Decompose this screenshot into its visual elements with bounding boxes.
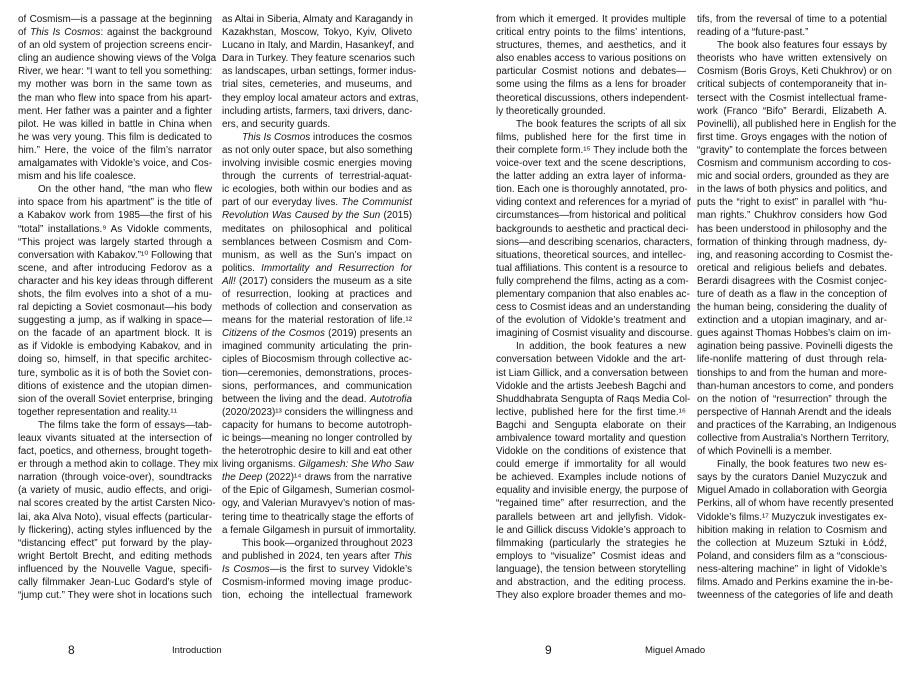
- text-line: tion. Each one is thoroughly annotated, pro-: [496, 184, 688, 196]
- page-number: 9: [545, 643, 552, 657]
- text-line: “gravity” to contemplate the forces between: [697, 144, 887, 156]
- text-line: work (Franco “Bifo” Berardi, Elizabeth A.: [697, 105, 887, 117]
- text-line: Vidokle on the conditions of existence that: [496, 446, 686, 458]
- text-line: influenced by the Nouvelle Vague, specifi-: [18, 563, 212, 575]
- text-line: and abstraction, and the editing process.: [496, 577, 686, 589]
- text-line: Perkins, all of whom have recently presented: [697, 498, 894, 510]
- text-line: as not only outer space, but also something: [222, 144, 413, 156]
- text-line: into space from his apartment” is the title of: [18, 197, 212, 209]
- text-line: Cosmism (Boris Groys, Keti Chukhrov) or on: [697, 66, 892, 78]
- text-line: on the notion of “resurrection” through the: [697, 393, 887, 405]
- text-line: critical entry points to the films’ intentions,: [496, 27, 686, 39]
- text-line: Vidokle’s films.¹⁷ Muzyczuk investigates ex-: [697, 511, 887, 523]
- text-line: means for the material restoration of life.¹²: [222, 315, 412, 327]
- text-line: circumstances—from historical and political: [496, 210, 686, 222]
- text-line: from which it emerged. It provides multiple: [496, 14, 686, 25]
- text-line: Dara in Turkey. They feature scenarios such: [222, 53, 415, 65]
- text-line: equality and invisible energy, the purpose of: [496, 485, 688, 497]
- text-column: [496, 13, 693, 602]
- text-line: as Altai in Siberia, Almaty and Karagandy in: [222, 14, 414, 25]
- text-line: River, we hear: “I want to tell you something:: [18, 66, 213, 78]
- text-line: mism and his life coalesce.: [18, 171, 136, 183]
- text-line: of the evolution of Vidokle’s treatment and: [496, 315, 686, 327]
- text-line: imagining of Cosmist visuality and discourse.: [496, 328, 693, 340]
- text-line: tering time to theatrically stage the efforts of: [222, 511, 414, 523]
- text-line: of which Povinelli is a member.: [697, 446, 833, 458]
- text-line: my mother was born in the same town as: [18, 79, 212, 91]
- text-line: of resurrection, looking at practices and: [222, 288, 412, 300]
- paragraph: [18, 419, 219, 602]
- text-line: man rights.” Chukhrov considers how God: [697, 210, 887, 222]
- text-line: methods of collection and conservation as: [222, 302, 412, 314]
- text-line: situations, theoretical sources, and intellec-: [496, 249, 686, 261]
- text-line: fact, poetics, and otherness, brought togeth-: [18, 446, 212, 458]
- text-line: voice-over text and the scene descriptions,: [496, 158, 686, 170]
- text-line: hibition making in relation to Cosmism and: [697, 524, 887, 536]
- italic-title: This Is Cosmos: [30, 27, 101, 39]
- text-line: conversation with Kabakov.”¹⁰ Following that: [18, 249, 212, 261]
- paragraph: [496, 340, 691, 602]
- text-line: employs to “visualize” Cosmist ideas and: [496, 550, 686, 562]
- text-line: tion—ceremonies, demonstrations, proces-: [222, 367, 412, 379]
- text-column: [222, 13, 419, 602]
- text-line: ciples of Biocosmism through collective ac-: [222, 354, 412, 366]
- text-line: ditions of existence and the utopian dimen-: [18, 380, 212, 392]
- text-line: says by the curators Daniel Muzyczuk and: [697, 472, 887, 484]
- page-number: 8: [68, 643, 75, 657]
- text-column: [18, 13, 219, 602]
- text-line: extinction and a utopian imaginary, and ar-: [697, 315, 887, 327]
- text-line: the heterotrophic desire to kill and eat other: [222, 446, 412, 458]
- text-line: lai, aka Alva Noto), visual effects (particular-: [18, 511, 212, 523]
- text-line: Cosmism and communism according to cos-: [697, 158, 892, 170]
- text-line: of This Is Cosmos: against the background: [18, 27, 212, 39]
- text-line: narration (through voice-over), soundtracks: [18, 472, 212, 484]
- text-line: of the Epic of Gilgamesh, Sumerian cosmol-: [222, 485, 415, 497]
- text-line: cess to Cosmist ideas and an understanding: [496, 302, 691, 314]
- text-line: le and Gillick discuss Vidokle’s approach to: [496, 524, 686, 536]
- text-line: ral depicting a Soviet cosmonaut—his body: [18, 302, 212, 314]
- italic-title: the Deep: [222, 472, 263, 484]
- text-line: filmmaking (particularly the strategies he: [496, 537, 686, 549]
- text-line: a Kabakov work from 1985—the first of his: [18, 210, 212, 222]
- text-line: Shuddhabrata Sengupta of Raqs Media Col-: [496, 393, 691, 405]
- text-line: gues against Thomas Hobbes’s claim on im-: [697, 328, 891, 340]
- text-line: Bagchi and Sengupta elaborate on their: [496, 419, 686, 431]
- text-line: the latter adding an extra layer of informa-: [496, 171, 686, 183]
- text-line: “distancing effect” put forward by the play-: [18, 537, 212, 549]
- text-line: agination being passive. Povinelli digests the: [697, 341, 893, 353]
- text-line: capacity for humans to become autotroph-: [222, 419, 412, 431]
- text-line: Miguel Amado in collaboration with Georgia: [697, 485, 887, 497]
- text-line: meditates on philosophical and political: [222, 223, 412, 235]
- italic-title: Citizens of the Cosmos: [222, 328, 325, 340]
- text-line: the human being, considering the duality of: [697, 302, 887, 314]
- text-line: the man who flew into space from his apart-: [18, 92, 212, 104]
- text-line: ly flickering), acting styles influenced by the: [18, 524, 212, 536]
- text-line: leaux vivants situated at the intersection of: [18, 433, 212, 444]
- text-line: involving invisible cosmic energies moving: [222, 158, 412, 170]
- text-line: munism, as well as the Sun’s impact on: [222, 249, 412, 261]
- text-line: Finally, the book features two new es-: [717, 459, 887, 471]
- text-line: theoretical discussions, others independent-: [496, 92, 689, 104]
- text-line: formation of thinking through madness, dy-: [697, 236, 887, 248]
- text-line: conversation between Vidokle and the art-: [496, 354, 686, 366]
- text-line: lective, published here for the first time.¹⁶: [496, 406, 686, 418]
- text-line: Is Cosmos—is the first to survey Vidokle’s: [222, 563, 412, 575]
- text-line: part of our everyday lives. The Communist: [222, 197, 412, 209]
- text-line: ing, and reasoning according to Cosmist the-: [697, 249, 893, 261]
- text-line: “jump cut.” They were shot in locations such: [18, 590, 212, 602]
- text-line: between the living and the dead. Autotrofia: [222, 393, 412, 405]
- paragraph: [697, 458, 894, 602]
- text-line: ist Liam Gillick, and a conversation between: [496, 367, 689, 379]
- text-line: (a variety of music, audio effects, and origi-: [18, 485, 212, 497]
- text-line: viding context and references for a myriad of: [496, 197, 691, 209]
- text-line: pilot. He was killed in battle in China when: [18, 118, 212, 130]
- text-line: ogy, and Valerian Muravyev’s notion of mas-: [222, 498, 416, 510]
- text-line: Cosmism-informed moving image produc-: [222, 577, 412, 589]
- text-line: critical subjects of contemporaneity that in-: [697, 79, 887, 91]
- text-line: The book features the scripts of all six: [516, 118, 686, 130]
- text-line: The films take the form of essays—tab-: [38, 419, 212, 431]
- text-line: Lucano in Italy, and Mardin, Hasankeyf, and: [222, 40, 414, 52]
- text-line: shots, the film evolves into a shot of a mu-: [18, 288, 212, 300]
- italic-title: Revolution Was Caused by the Sun: [222, 210, 381, 222]
- text-line: imagined community articulating the prin-: [222, 341, 412, 353]
- text-line: tual affiliations. This content is a resource to: [496, 262, 688, 274]
- text-line: ture, symbolic as it is of both the Soviet con-: [18, 367, 212, 379]
- text-line: “This project was largely started through a: [18, 236, 212, 248]
- italic-title: Autotrofia: [369, 393, 412, 405]
- text-line: first time. Groys engages with the notion of: [697, 131, 887, 143]
- text-line: structures, themes, and aesthetics, and it: [496, 40, 686, 52]
- text-line: ly theoretically grounded.: [496, 105, 606, 117]
- text-line: “regained time” after resurrection, and the: [496, 498, 686, 510]
- text-line: All! (2017) considers the museum as a site: [222, 275, 412, 287]
- text-line: through the currents of terrestrial-aquat-: [222, 171, 412, 183]
- text-line: as if Vidokle is embodying Kabakov, and in: [18, 341, 212, 353]
- italic-title: The Communist: [341, 197, 412, 209]
- text-line: they employ local amateur actors and extras,: [222, 92, 419, 104]
- text-line: as landscapes, urban settings, former indus-: [222, 66, 417, 78]
- text-line: life-nonlife mattering of dust through rela-: [697, 354, 887, 366]
- text-line: the collection at Muzeum Sztuki in Łódź,: [697, 537, 887, 549]
- text-line: also enables access to various positions on: [496, 53, 686, 65]
- text-line: ambivalence toward mortality and question: [496, 433, 686, 444]
- text-line: perspective of Hannah Arendt and the ideals: [697, 406, 892, 418]
- text-line: suggesting a jump, as if walking in space—: [18, 315, 212, 327]
- text-line: Vidokle and the artists Jeebesh Bagchi and: [496, 380, 686, 392]
- text-line: (2020/2023)¹³ considers the willingness and: [222, 406, 414, 418]
- text-line: fully comprehend the films, acting as a com-: [496, 275, 689, 287]
- text-line: be achieved. Examples include notions of: [496, 472, 686, 484]
- text-line: cally filmmaker Jean-Luc Godard’s style of: [18, 577, 212, 589]
- text-line: They also explore broader themes and mo-: [496, 590, 686, 602]
- text-line: has been understood in philosophy and the: [697, 223, 887, 235]
- text-line: amalgamates with Vidokle’s voice, and Cos-: [18, 158, 212, 170]
- text-line: could emerge if immortality for all would: [496, 459, 686, 471]
- text-line: sions, performances, and communication: [222, 380, 412, 392]
- text-line: ic ecologies, both within our bodies and as: [222, 184, 412, 196]
- text-line: together representation and reality.¹¹: [18, 406, 178, 418]
- text-line: puts the “right to exist” in parallel with “hu-: [697, 197, 887, 209]
- text-line: sions—and describing scenarios, characters,: [496, 236, 693, 248]
- paragraph: [496, 13, 689, 118]
- text-line: Povinelli), all published here in English for the: [697, 118, 897, 130]
- italic-title: This: [393, 550, 412, 562]
- text-line: tionships to and from the human and more-: [697, 367, 887, 379]
- text-line: scene, and after introducing Fedorov as a: [18, 262, 212, 274]
- text-line: of an old system of projection screens encir-: [18, 40, 212, 52]
- text-line: and published in 2024, ten years after This: [222, 550, 412, 562]
- text-line: language), the tension between storytelling: [496, 563, 686, 575]
- text-line: The book also features four essays by: [717, 40, 887, 52]
- text-line: than-human ancestors to come, and ponders: [697, 380, 894, 392]
- italic-title: Gilgamesh: She Who Saw: [298, 459, 414, 471]
- text-line: politics. Immortality and Resurrection for: [222, 262, 413, 274]
- text-line: a female Gilgamesh in pursuit of immortality.: [222, 524, 417, 536]
- italic-title: Immortality and Resurrection for: [261, 262, 413, 274]
- text-line: wright Bertolt Brecht, and editing methods: [18, 550, 212, 562]
- text-line: backgrounds to aesthetic and practical deci-: [496, 223, 689, 235]
- paragraph: [697, 13, 887, 39]
- text-line: mic and social orders, grounded as they are: [697, 171, 890, 183]
- text-line: films, published here for the first time in: [496, 131, 686, 143]
- paragraph: [222, 131, 417, 537]
- text-line: Poland, and considers film as a “conscious-: [697, 550, 888, 562]
- text-line: ture of death as a flaw in the conception of: [697, 288, 887, 300]
- text-line: oretical and religious beliefs and debates.: [697, 262, 887, 274]
- text-line: nal scores created by the artist Carsten Nico-: [18, 498, 216, 510]
- text-line: including artists, farmers, taxi drivers, danc-: [222, 105, 413, 117]
- text-line: ers, and security guards.: [222, 118, 331, 130]
- text-line: tweenness of the categories of life and death: [697, 590, 893, 602]
- text-line: particular Cosmist notions and debates—: [496, 66, 686, 78]
- text-line: character and his key ideas through different: [18, 275, 213, 287]
- paragraph: [496, 118, 693, 341]
- text-line: This book—organized throughout 2023: [242, 537, 413, 549]
- text-line: tersect with the Cosmist intellectual frame-: [697, 92, 887, 104]
- text-line: their complete form.¹⁵ They include both the: [496, 144, 688, 156]
- text-line: Revolution Was Caused by the Sun (2015): [222, 210, 412, 222]
- text-line: collective from Australia’s Northern Territory,: [697, 433, 890, 444]
- text-line: In addition, the book features a new: [516, 341, 686, 353]
- text-line: of Cosmism—is a passage at the beginning: [18, 14, 212, 25]
- italic-title: Is Cosmos: [222, 563, 270, 575]
- text-line: This Is Cosmos introduces the cosmos: [242, 131, 412, 143]
- text-line: reading of a “future-past.”: [697, 27, 809, 39]
- text-line: living organisms. Gilgamesh: She Who Saw: [222, 459, 414, 471]
- text-line: “total” installations.⁹ As Vidokle comments,: [18, 223, 212, 235]
- text-line: the Deep (2022)¹⁴ draws from the narrative: [222, 472, 412, 484]
- italic-title: All!: [222, 275, 236, 287]
- text-line: Citizens of the Cosmos (2019) presents an: [222, 328, 412, 340]
- running-head: Introduction: [172, 645, 222, 656]
- text-line: trial sites, cemeteries, and museums, and: [222, 79, 412, 91]
- text-line: tifs, from the reversal of time to a potential: [697, 14, 887, 25]
- text-line: On the other hand, “the man who flew: [38, 184, 212, 196]
- paragraph: [18, 13, 217, 183]
- text-line: ic beings—meaning no longer controlled by: [222, 433, 412, 444]
- text-line: er through a method akin to collage. They mix: [18, 459, 219, 471]
- paragraph: [222, 13, 419, 131]
- text-line: in the laws of both physics and politics, and: [697, 184, 887, 196]
- text-line: cling an audience showing views of the Volga: [18, 53, 217, 65]
- text-column: [697, 13, 897, 602]
- italic-title: This Is Cosmos: [242, 131, 311, 143]
- paragraph: [18, 183, 212, 419]
- text-line: some using the films as a lens for broader: [496, 79, 686, 91]
- text-line: theorists who have written extensively on: [697, 53, 887, 65]
- text-line: him.” Here, the voice of the film’s narrator: [18, 144, 212, 156]
- text-line: parallels between art and jellyfish. Vidok-: [496, 511, 686, 523]
- paragraph: [697, 39, 897, 458]
- text-line: he was very young. This film is dedicated to: [18, 131, 212, 143]
- paragraph: [222, 537, 412, 602]
- text-line: on the facade of an apartment block. It is: [18, 328, 212, 340]
- text-line: sion of the overall Soviet enterprise, bringing: [18, 393, 213, 405]
- text-line: tion, echoing the intellectual framework: [222, 590, 412, 602]
- text-line: ness-altering machine” in light of Vidokle’s: [697, 563, 887, 575]
- running-head: Miguel Amado: [645, 645, 706, 656]
- text-line: semblances between Cosmism and Com-: [222, 236, 412, 248]
- text-line: doing so, himself, in that specific architec-: [18, 354, 212, 366]
- text-line: and practices of the Karrabing, an Indigenous: [697, 419, 897, 431]
- text-line: Kazakhstan, Moscow, Tokyo, Kyiv, Oliveto: [222, 27, 412, 39]
- text-line: ment. Her father was a painter and a fighter: [18, 105, 212, 117]
- text-line: films. Amado and Perkins examine the in-be-: [697, 577, 893, 589]
- text-line: plementary companion that also enables ac-: [496, 288, 690, 300]
- text-line: Berardi disagrees with the Cosmist conjec-: [697, 275, 887, 287]
